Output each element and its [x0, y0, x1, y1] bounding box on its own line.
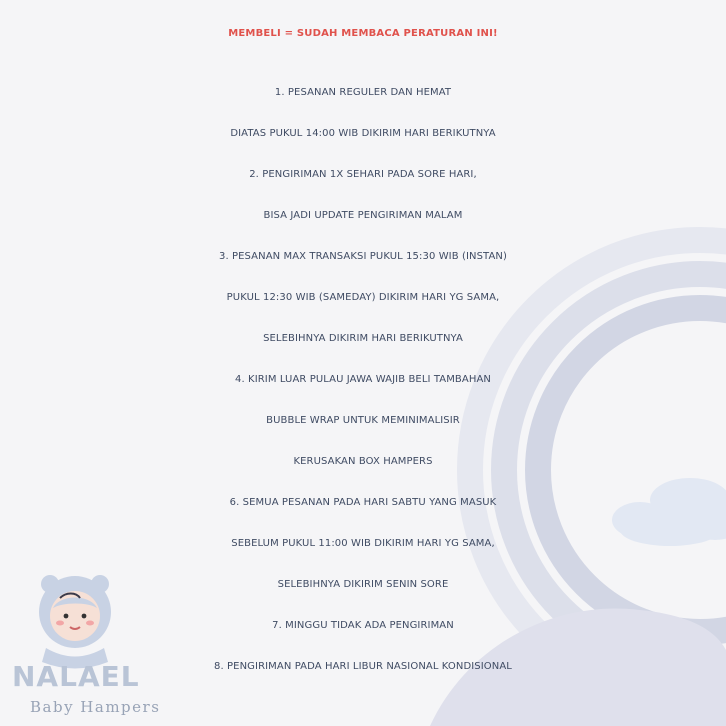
rule-line: 3. PESANAN MAX TRANSAKSI PUKUL 15:30 WIB (INSTAN)	[218, 251, 507, 262]
rule-line: BUBBLE WRAP UNTUK MEMINIMALISIR	[266, 415, 460, 426]
brand-name: NALAEL	[12, 660, 140, 693]
page-title: MEMBELI = SUDAH MEMBACA PERATURAN INI!	[228, 28, 498, 39]
rule-line: 1. PESANAN REGULER DAN HEMAT	[274, 87, 452, 98]
rule-line: SEBELUM PUKUL 11:00 WIB DIKIRIM HARI YG SAMA,	[231, 538, 495, 549]
rule-line: 6. SEMUA PESANAN PADA HARI SABTU YANG MASUK	[229, 497, 497, 508]
brand-tagline: Baby Hampers	[30, 698, 161, 716]
rule-line: PUKUL 12:30 WIB (SAMEDAY) DIKIRIM HARI YG SAMA,	[226, 292, 500, 303]
rule-line: SELEBIHNYA DIKIRIM SENIN SORE	[277, 579, 449, 590]
rule-line: 2. PENGIRIMAN 1X SEHARI PADA SORE HARI,	[249, 169, 477, 180]
rule-line: 8. PENGIRIMAN PADA HARI LIBUR NASIONAL KONDISIONAL	[214, 661, 512, 672]
rule-line: 7. MINGGU TIDAK ADA PENGIRIMAN	[272, 620, 454, 631]
rule-line: SELEBIHNYA DIKIRIM HARI BERIKUTNYA	[263, 333, 463, 344]
rule-line: KERUSAKAN BOX HAMPERS	[293, 456, 433, 467]
rule-line: DIATAS PUKUL 14:00 WIB DIKIRIM HARI BERIKUTNYA	[230, 128, 496, 139]
rules-list	[0, 72, 726, 687]
rule-line: 4. KIRIM LUAR PULAU JAWA WAJIB BELI TAMBAHAN	[235, 374, 491, 385]
rule-line: BISA JADI UPDATE PENGIRIMAN MALAM	[263, 210, 463, 221]
